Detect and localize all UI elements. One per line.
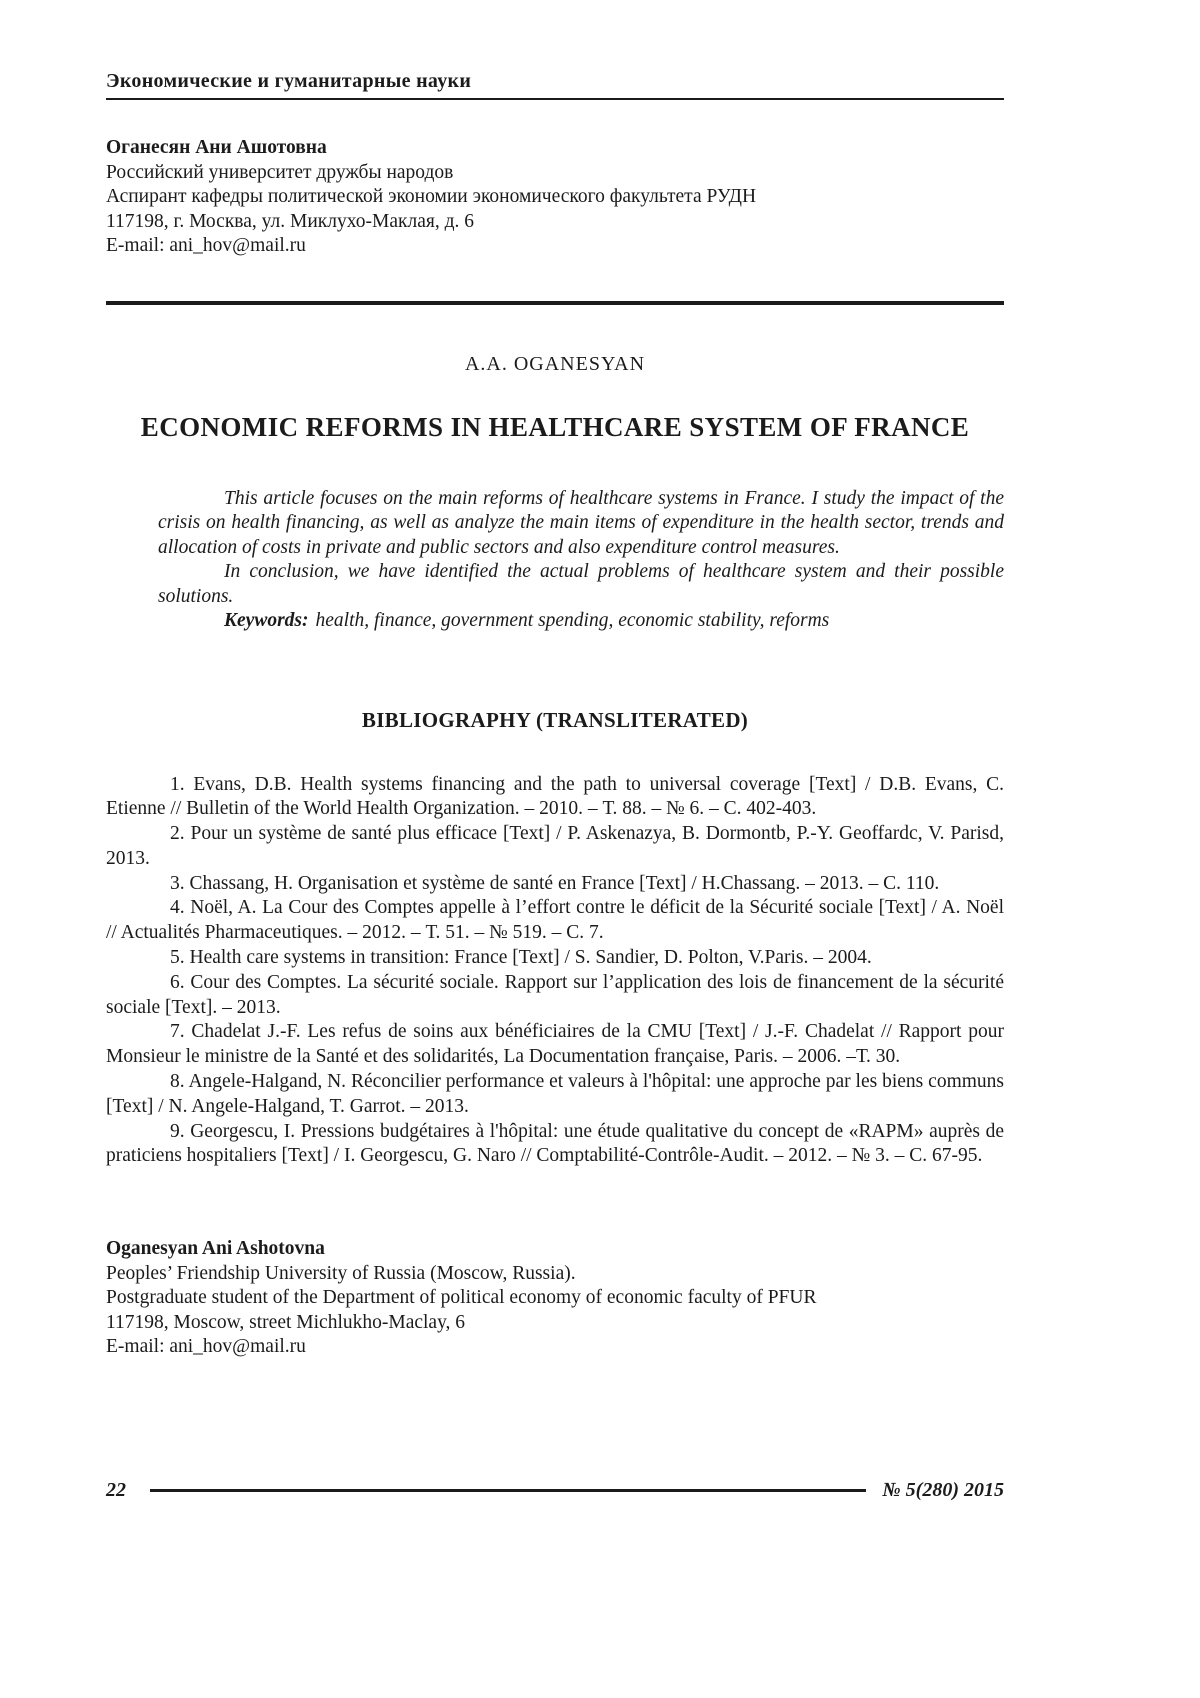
bibliography-item: 9. Georgescu, I. Pressions budgétaires à l'hôpital: une étude qualitative du concept de «RAPM» auprès de praticiens hospitaliers [Text] / I. Georgescu, G. Naro // Comptabilité-Contrôle-Audit. – 2012. – № 3. – С. 67-95.	[106, 1120, 1004, 1167]
article-title: ECONOMIC REFORMS IN HEALTHCARE SYSTEM OF FRANCE	[140, 411, 970, 442]
running-head-text: Экономические и гуманитарные науки	[106, 70, 472, 92]
keywords-line	[158, 609, 1004, 634]
keywords-label: Keywords:	[224, 610, 309, 631]
author-email-ru: E-mail: ani_hov@mail.ru	[106, 235, 306, 256]
author-name-ru: Оганесян Ани Ашотовна	[106, 137, 327, 158]
author-block-ru	[106, 136, 1004, 259]
bibliography-list	[106, 773, 1004, 1170]
author-address-en: 117198, Moscow, street Michlukho-Maclay, 6	[106, 1311, 466, 1333]
author-position-ru: Аспирант кафедры политической экономии экономического факультета РУДН	[106, 186, 757, 207]
running-head	[106, 70, 1004, 100]
author-name-en: Oganesyan Ani Ashotovna	[106, 1238, 325, 1260]
issue-label: № 5(280) 2015	[882, 1479, 1004, 1501]
bibliography-item: 3. Chassang, H. Organisation et système de santé en France [Text] / H.Chassang. – 2013. – С. 110.	[170, 872, 940, 894]
author-address-ru: 117198, г. Москва, ул. Миклухо-Маклая, д. 6	[106, 210, 474, 232]
keywords-text: health, finance, government spending, economic stability, reforms	[315, 610, 830, 631]
bibliography-item: 6. Cour des Comptes. La sécurité sociale. Rapport sur l’application des lois de financement de la sécurité sociale [Text]. – 2013.	[106, 971, 1004, 1018]
bibliography-item: 1. Evans, D.B. Health systems financing and the path to universal coverage [Text] / D.B. Evans, C. Etienne // Bulletin of the World Health Organization. – 2010. – Т. 88. – № 6. – С. 402-403.	[106, 773, 1004, 820]
footer-rule	[150, 1489, 866, 1492]
author-position-en: Postgraduate student of the Department of political economy of economic faculty of PFUR	[106, 1287, 817, 1309]
author-affiliation-en: Peoples’ Friendship University of Russia (Moscow, Russia).	[106, 1262, 576, 1284]
separator-rule	[106, 301, 1004, 305]
page-footer	[106, 1479, 1004, 1502]
bibliography-item: 7. Chadelat J.-F. Les refus de soins aux bénéficiaires de la CMU [Text] / J.-F. Chadelat // Rapport pour Monsieur le ministre de la Santé et des solidarités, La Documentation française, Paris. – 2006. –Т. 30.	[106, 1021, 1004, 1068]
bibliography-item: 5. Health care systems in transition: France [Text] / S. Sandier, D. Polton, V.Paris. – 2004.	[170, 947, 872, 969]
abstract	[158, 487, 1004, 634]
bibliography-item: 4. Noël, A. La Cour des Comptes appelle à l’effort contre le déficit de la Sécurité sociale [Text] / A. Noël // Actualités Pharmaceutiques. – 2012. – Т. 51. – № 519. – С. 7.	[106, 897, 1004, 944]
bibliography-heading: BIBLIOGRAPHY (TRANSLITERATED)	[361, 707, 749, 732]
author-affiliation-ru: Российский университет дружбы народов	[106, 161, 454, 183]
article-author: A.A. OGANESYAN	[464, 352, 646, 375]
author-block-en	[106, 1237, 1004, 1360]
author-email-en: E-mail: ani_hov@mail.ru	[106, 1336, 306, 1358]
bibliography-item: 2. Pour un système de santé plus efficace [Text] / P. Askenazya, B. Dormontb, P.-Y. Geoffardc, V. Parisd, 2013.	[106, 823, 1004, 869]
abstract-paragraph: In conclusion, we have identified the actual problems of healthcare system and their possible solutions.	[158, 561, 1004, 607]
page-number: 22	[106, 1479, 126, 1501]
bibliography-item: 8. Angele-Halgand, N. Réconcilier performance et valeurs à l'hôpital: une approche par les biens communs [Text] / N. Angele-Halgand, T. Garrot. – 2013.	[106, 1071, 1004, 1117]
abstract-paragraph: This article focuses on the main reforms of healthcare systems in France. I study the impact of the crisis on health financing, as well as analyze the main items of expenditure in the health sector, trends and allocation of costs in private and public sectors and also expenditure control measures.	[158, 487, 1004, 558]
